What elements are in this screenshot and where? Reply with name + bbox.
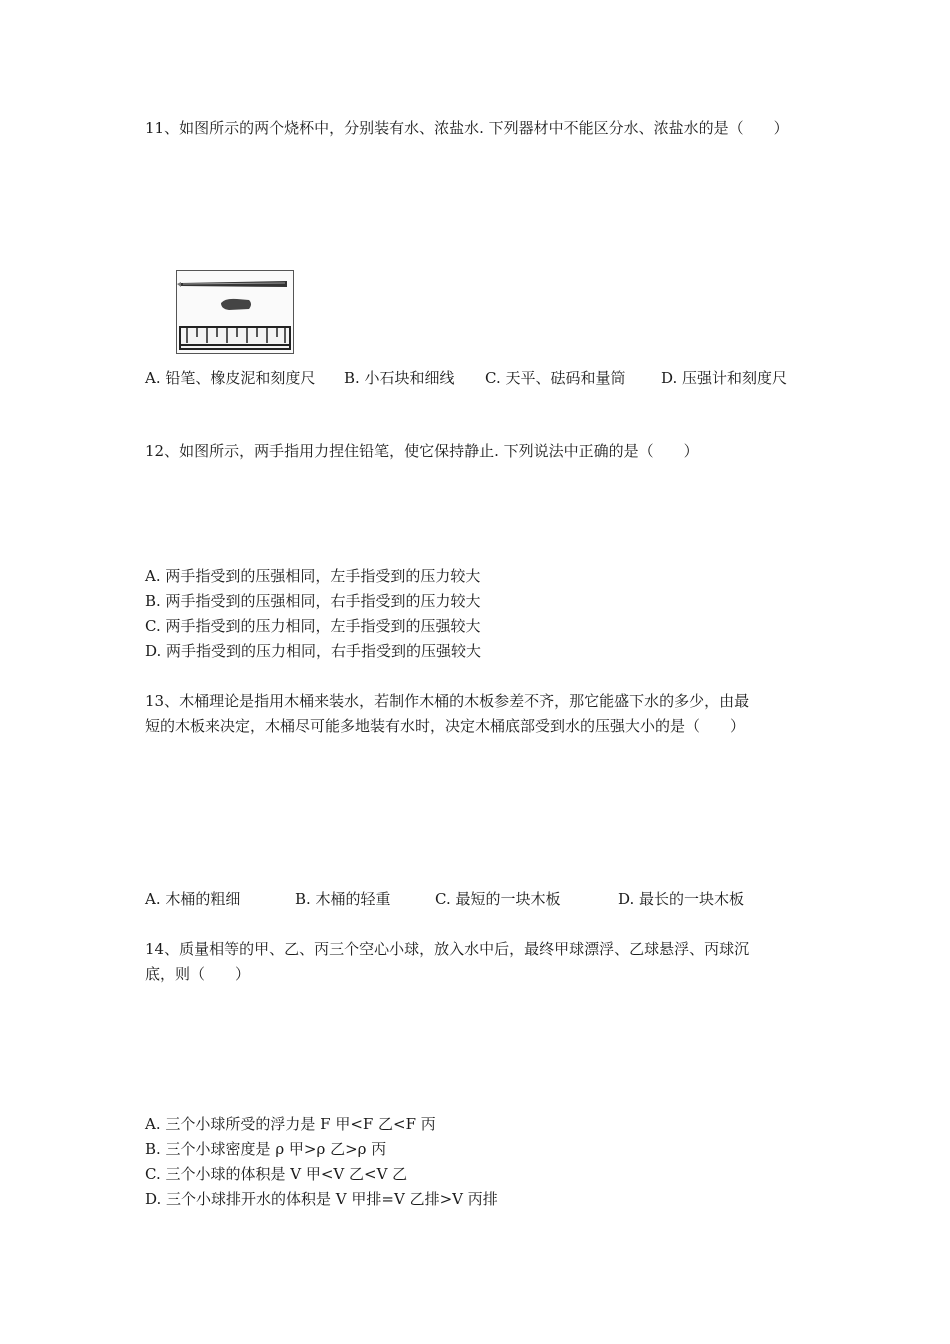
- q14-option-a[interactable]: A. 三个小球所受的浮力是 F 甲<F 乙<F 丙: [145, 1115, 436, 1133]
- q12-option-a[interactable]: A. 两手指受到的压强相同，左手指受到的压力较大: [145, 567, 481, 585]
- q11-stem: 11、如图所示的两个烧杯中，分别装有水、浓盐水. 下列器材中不能区分水、浓盐水的是（ ）: [145, 119, 789, 137]
- q14-option-b[interactable]: B. 三个小球密度是 ρ 甲>ρ 乙>ρ 丙: [145, 1140, 387, 1158]
- q14-stem-line2: 底，则（ ）: [145, 965, 251, 983]
- q11-option-d[interactable]: D. 压强计和刻度尺: [661, 369, 788, 387]
- q11-option-a[interactable]: A. 铅笔、橡皮泥和刻度尺: [145, 369, 316, 387]
- q11-option-b[interactable]: B. 小石块和细线: [344, 369, 455, 387]
- pencil-eraser-ruler-icon: [176, 270, 294, 354]
- q13-stem-line1: 13、木桶理论是指用木桶来装水，若制作木桶的木板参差不齐，那它能盛下水的多少，由最: [145, 692, 750, 710]
- q12-stem: 12、如图所示，两手指用力捏住铅笔，使它保持静止. 下列说法中正确的是（ ）: [145, 442, 699, 460]
- q13-option-d[interactable]: D. 最长的一块木板: [618, 890, 745, 908]
- q12-option-d[interactable]: D. 两手指受到的压力相同，右手指受到的压强较大: [145, 642, 482, 660]
- q14-stem-line1: 14、质量相等的甲、乙、丙三个空心小球，放入水中后，最终甲球漂浮、乙球悬浮、丙球沉: [145, 940, 750, 958]
- q12-option-c[interactable]: C. 两手指受到的压力相同，左手指受到的压强较大: [145, 617, 481, 635]
- q13-stem-line2: 短的木板来决定，木桶尽可能多地装有水时，决定木桶底部受到水的压强大小的是（ ）: [145, 717, 746, 735]
- q12-option-b[interactable]: B. 两手指受到的压强相同，右手指受到的压力较大: [145, 592, 481, 610]
- q13-option-c[interactable]: C. 最短的一块木板: [435, 890, 561, 908]
- q14-option-c[interactable]: C. 三个小球的体积是 V 甲<V 乙<V 乙: [145, 1165, 408, 1183]
- q13-option-a[interactable]: A. 木桶的粗细: [145, 890, 241, 908]
- q14-option-d[interactable]: D. 三个小球排开水的体积是 V 甲排=V 乙排>V 丙排: [145, 1190, 498, 1208]
- q13-option-b[interactable]: B. 木桶的轻重: [295, 890, 391, 908]
- q11-option-c[interactable]: C. 天平、砝码和量筒: [485, 369, 626, 387]
